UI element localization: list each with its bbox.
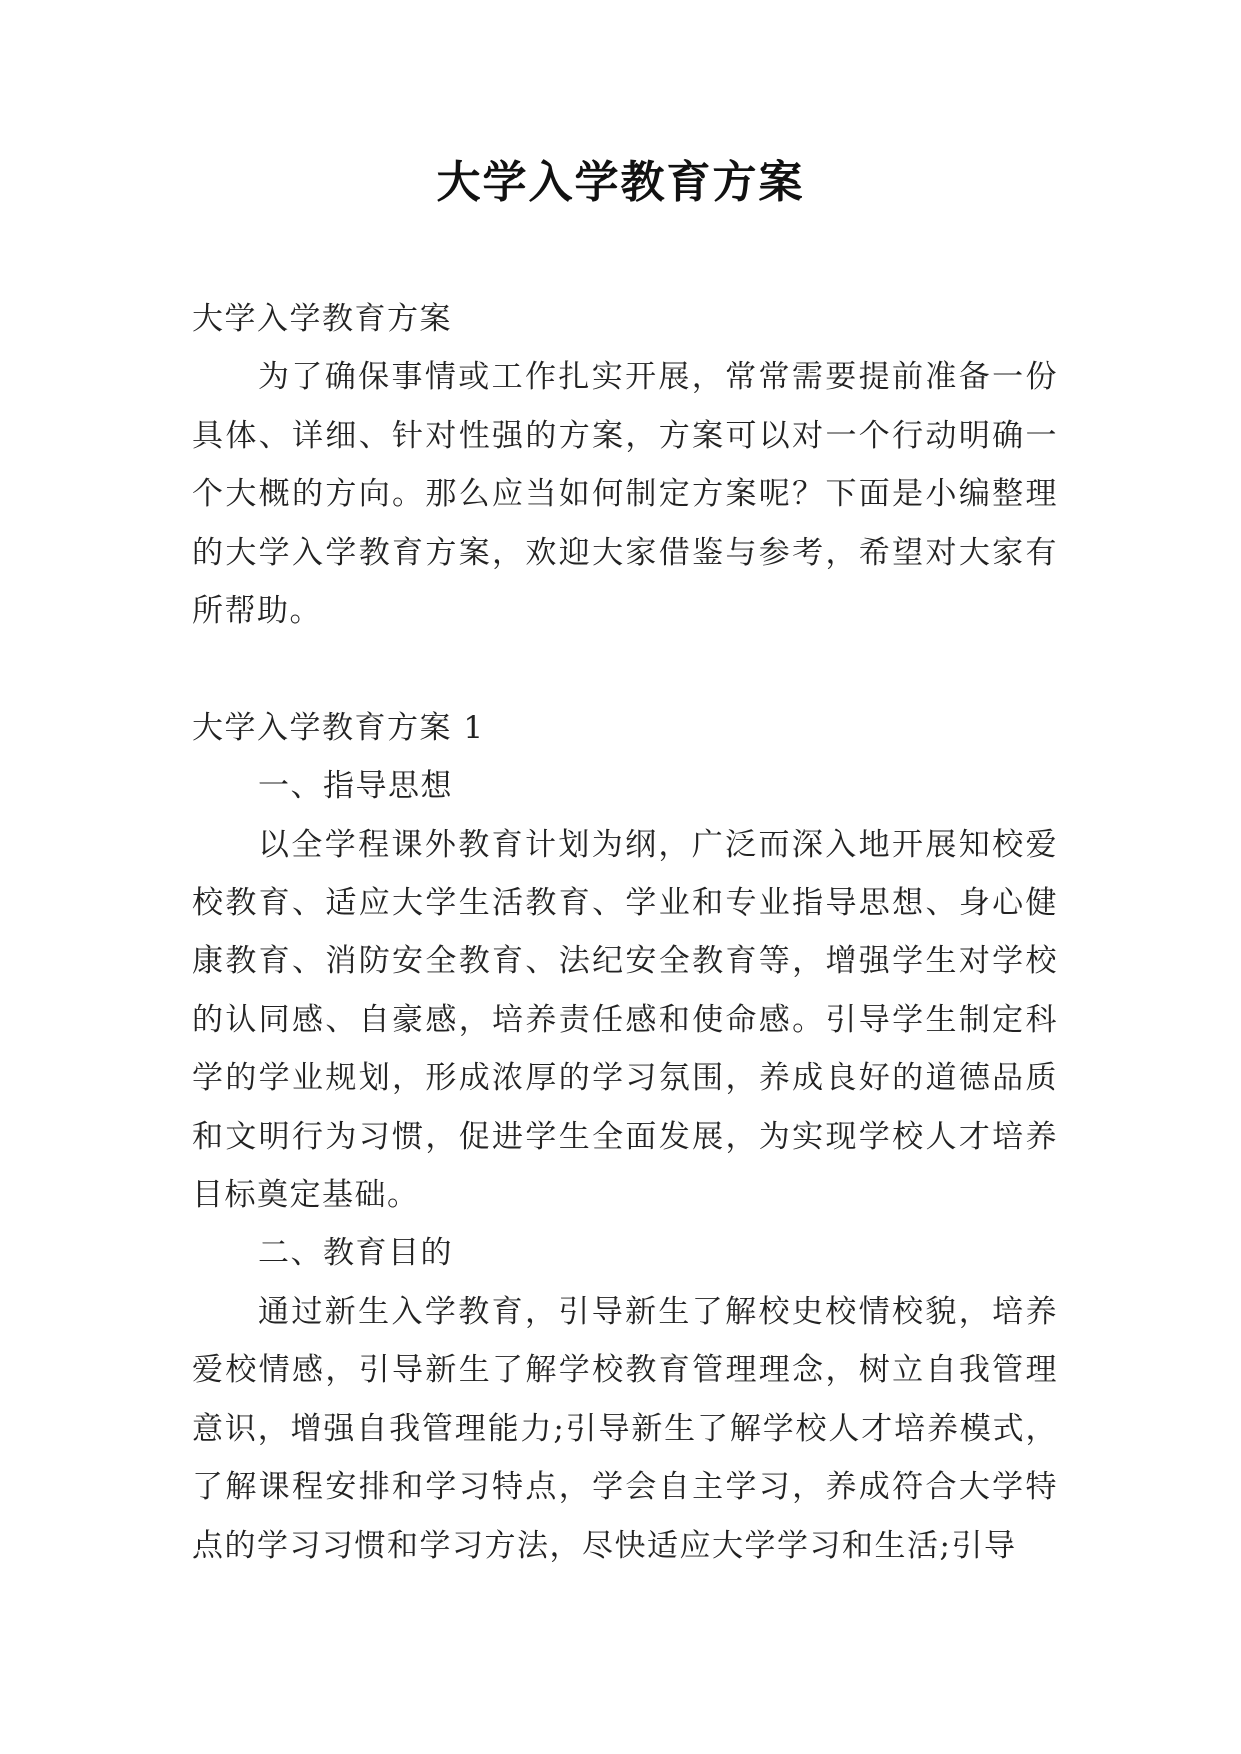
body-paragraph: 通过新生入学教育，引导新生了解校史校情校貌，培养爱校情感，引导新生了解学校教育管理理念，树立自我管理意识，增强自我管理能力;引导新生了解学校人才培养模式，了解课程安排和学习特点，学会自主学习，养成符合大学特点的学习习惯和学习方法，尽快适应大学学习和生活;引导 [192, 1293, 1058, 1564]
section-heading: 二、教育目的 [258, 1235, 453, 1272]
paragraph-spacer [192, 640, 1058, 698]
document-body [192, 290, 1058, 1575]
section-title: 大学入学教育方案 1 [192, 709, 485, 746]
intro-paragraph: 为了确保事情或工作扎实开展，常常需要提前准备一份具体、详细、针对性强的方案，方案可以对一个行动明确一个大概的方向。那么应当如何制定方案呢？下面是小编整理的大学入学教育方案，欢迎大家借鉴与参考，希望对大家有所帮助。 [192, 359, 1058, 630]
document-subtitle: 大学入学教育方案 [192, 301, 452, 337]
document-title: 大学入学教育方案 [436, 157, 805, 208]
section-heading: 一、指导思想 [258, 768, 453, 805]
body-paragraph: 以全学程课外教育计划为纲，广泛而深入地开展知校爱校教育、适应大学生活教育、学业和专业指导思想、身心健康教育、消防安全教育、法纪安全教育等，增强学生对学校的认同感、自豪感，培养责任感和使命感。引导学生制定科学的学业规划，形成浓厚的学习氛围，养成良好的道德品质和文明行为习惯，促进学生全面发展，为实现学校人才培养目标奠定基础。 [192, 826, 1058, 1214]
